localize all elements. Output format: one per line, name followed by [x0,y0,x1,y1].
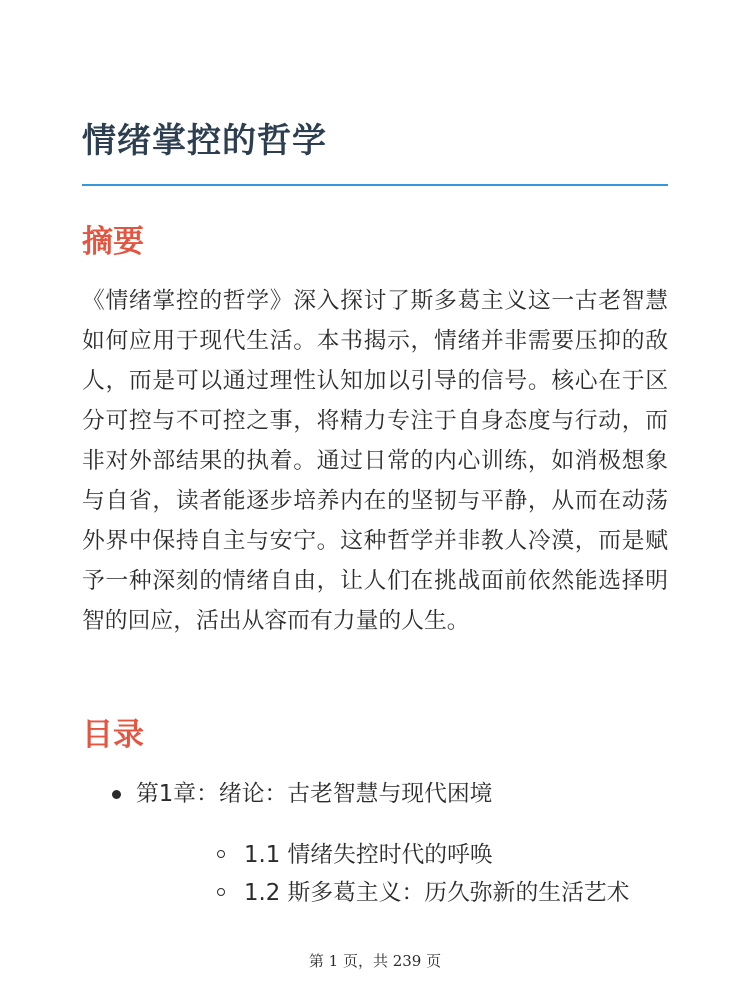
abstract-heading: 摘要 [82,224,144,260]
page-number-footer: 第 1 页，共 239 页 [308,952,442,970]
toc-section-label: 1.1 情绪失控时代的呼唤 [244,842,493,868]
abstract-text: 《情绪掌控的哲学》深入探讨了斯多葛主义这一古老智慧如何应用于现代生活。本书揭示，情绪并非需要压抑的敌人，而是可以通过理性认知加以引导的信号。核心在于区分可控与不可控之事，将精力专注于自身态度与行动，而非对外部结果的执着。通过日常的内心训练，如消极想象与自省，读者能逐步培养内在的坚韧与平静，从而在动荡外界中保持自主与安宁。这种哲学并非教人冷漠，而是赋予一种深刻的情绪自由，让人们在挑战面前依然能选择明智的回应，活出从容而有力量的人生。 [82,288,668,634]
toc-section-label: 1.2 斯多葛主义：历久弥新的生活艺术 [244,880,630,906]
toc-chapter-label: 第1章：绪论：古老智慧与现代困境 [136,781,493,807]
document-title: 情绪掌控的哲学 [82,121,327,161]
title-divider [82,184,668,186]
bullet-circle-icon [217,888,225,896]
toc-list [82,774,668,912]
toc-heading: 目录 [82,717,144,753]
bullet-disc-icon [112,790,121,799]
toc-section-item [136,836,668,874]
toc-section-item [136,874,668,912]
toc-section-list [136,836,668,912]
toc-chapter-item [82,774,668,912]
bullet-circle-icon [217,850,225,858]
